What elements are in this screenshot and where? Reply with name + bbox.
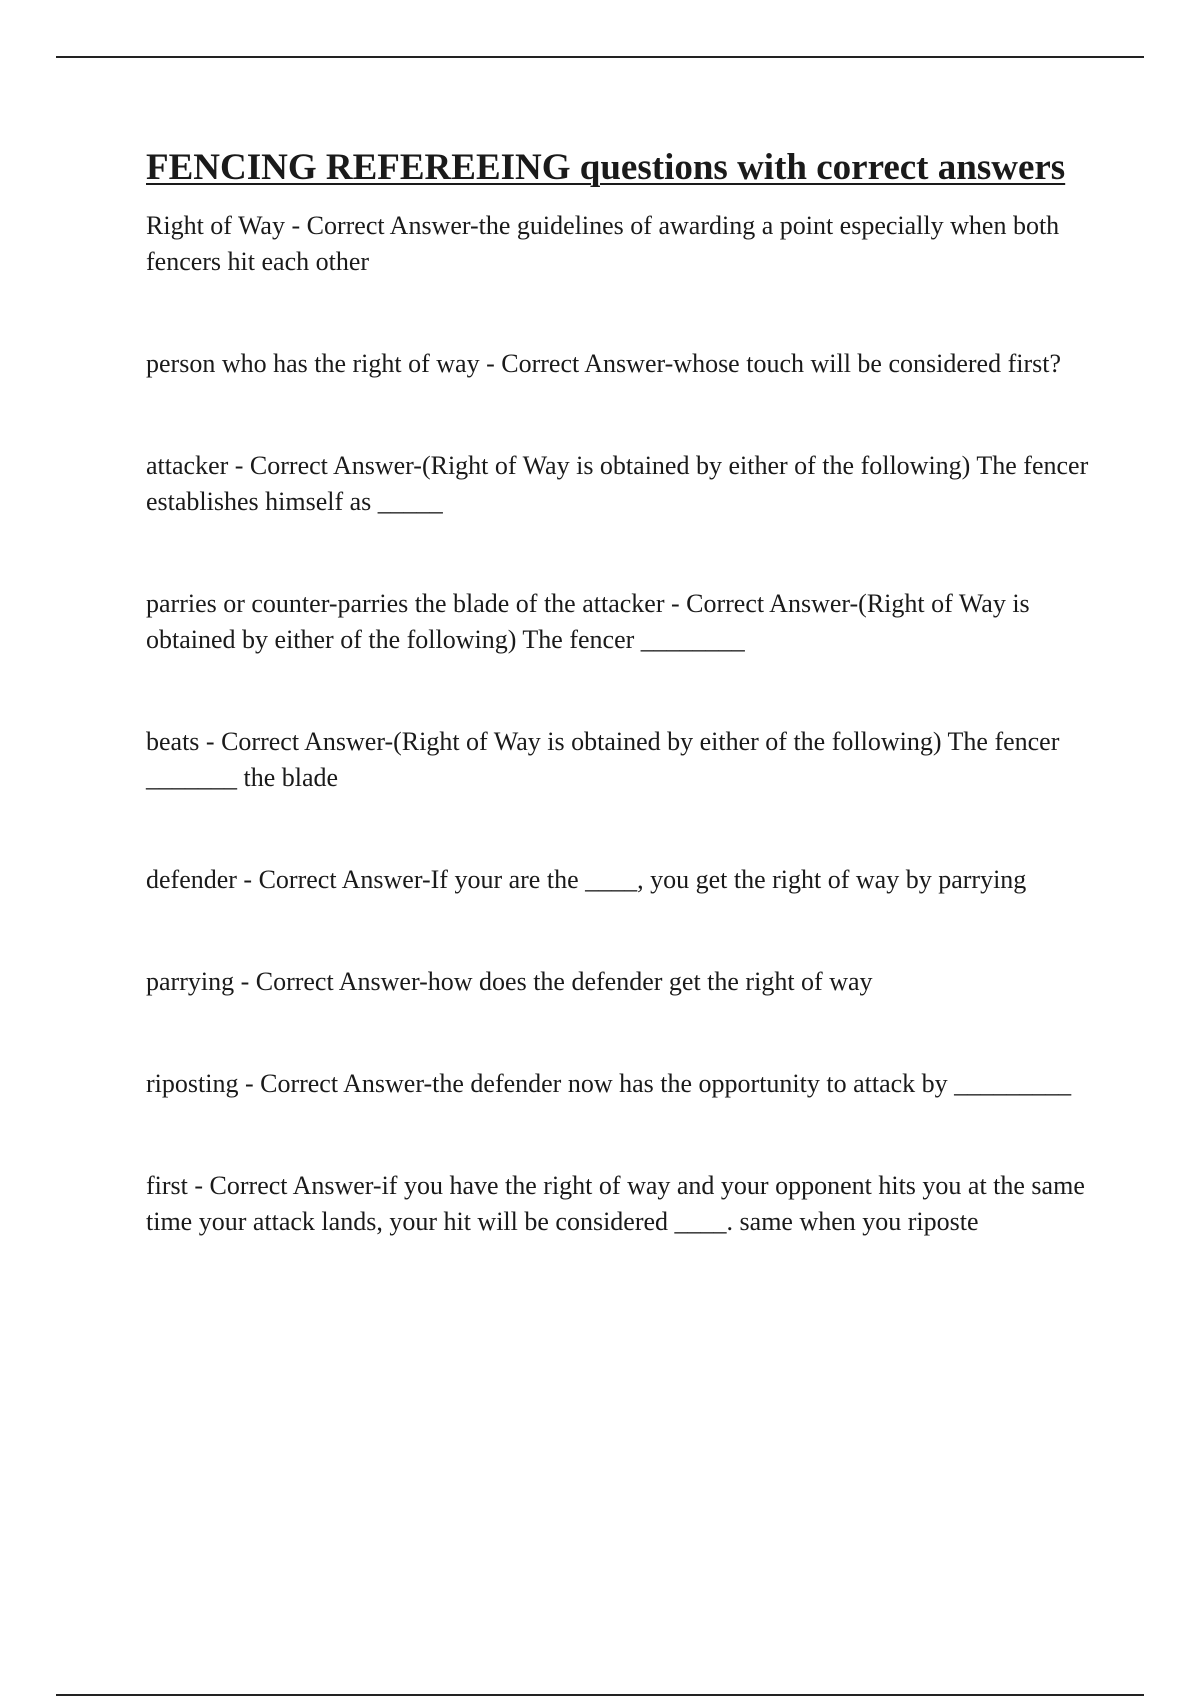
qa-item: beats - Correct Answer-(Right of Way is obtained by either of the following) The fencer _______ the blade — [146, 727, 1060, 792]
document-body — [146, 142, 1096, 1240]
top-rule — [56, 56, 1144, 58]
qa-item: parrying - Correct Answer-how does the defender get the right of way — [146, 967, 873, 996]
qa-item: person who has the right of way - Correct Answer-whose touch will be considered first? — [146, 349, 1062, 378]
qa-item: attacker - Correct Answer-(Right of Way is obtained by either of the following) The fencer establishes himself as _____ — [146, 451, 1089, 516]
qa-item: Right of Way - Correct Answer-the guidelines of awarding a point especially when both fencers hit each other — [146, 211, 1060, 276]
document-title: FENCING REFEREEING questions with correct answers — [146, 147, 1066, 188]
qa-item: riposting - Correct Answer-the defender now has the opportunity to attack by _________ — [146, 1069, 1072, 1098]
bottom-rule — [56, 1694, 1144, 1696]
qa-item: parries or counter-parries the blade of the attacker - Correct Answer-(Right of Way is obtained by either of the following) The fencer ________ — [146, 589, 1030, 654]
qa-item: defender - Correct Answer-If your are the ____, you get the right of way by parrying — [146, 865, 1027, 894]
qa-list — [146, 208, 1096, 1240]
qa-item: first - Correct Answer-if you have the right of way and your opponent hits you at the same time your attack lands, your hit will be considered ____. same when you riposte — [146, 1171, 1085, 1236]
